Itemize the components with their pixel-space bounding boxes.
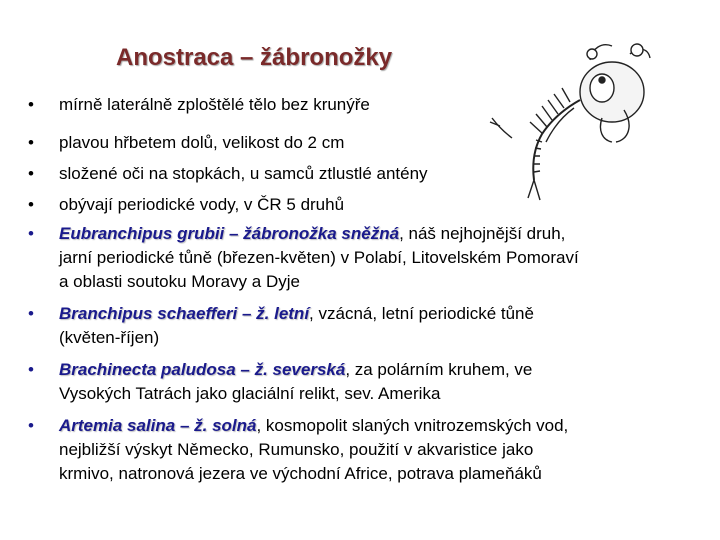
species-desc: , kosmopolit slaných vnitrozemských vod, [256,416,569,435]
bullet-icon: • [28,164,34,183]
bullet-icon: • [28,195,34,214]
species-name: Branchipus schaefferi – ž. letní [59,304,310,323]
species-desc: krmivo, natronová jezera ve východní Africe, potrava plameňáků [59,464,542,483]
species-desc: , vzácná, letní periodické tůně [309,304,534,323]
bullet-icon: • [28,224,34,243]
species-name: Artemia salina – ž. solná [59,416,257,435]
species-desc: a oblasti soutoku Moravy a Dyje [59,272,300,291]
bullet-icon: • [28,416,34,435]
species-desc: jarní periodické tůně (březen-květen) v Polabí, Litovelském Pomoraví [59,248,579,267]
bullet-icon: • [28,304,34,323]
bullet-icon: • [28,133,34,152]
species-desc: nejbližší výskyt Německo, Rumunsko, použití v akvaristice jako [59,440,534,459]
species-name: Brachinecta paludosa – ž. severská [59,360,346,379]
species-name: Eubranchipus grubii – žábronožka sněžná [59,224,400,243]
species-desc: Vysokých Tatrách jako glaciální relikt, sev. Amerika [59,384,441,403]
species-desc: , za polárním kruhem, ve [345,360,533,379]
bullet-icon: • [28,95,34,114]
bullet-text: obývají periodické vody, v ČR 5 druhů [59,195,345,214]
bullet-icon: • [28,360,34,379]
species-desc: (květen-říjen) [59,328,160,347]
bullet-text: mírně laterálně zploštělé tělo bez krunýře [59,95,370,114]
bullet-text: plavou hřbetem dolů, velikost do 2 cm [59,133,345,152]
species-desc: , náš nejhojnější druh, [399,224,566,243]
bullet-text: složené oči na stopkách, u samců ztlustlé antény [59,164,428,183]
slide-title: Anostraca – žábronožky [116,44,393,71]
